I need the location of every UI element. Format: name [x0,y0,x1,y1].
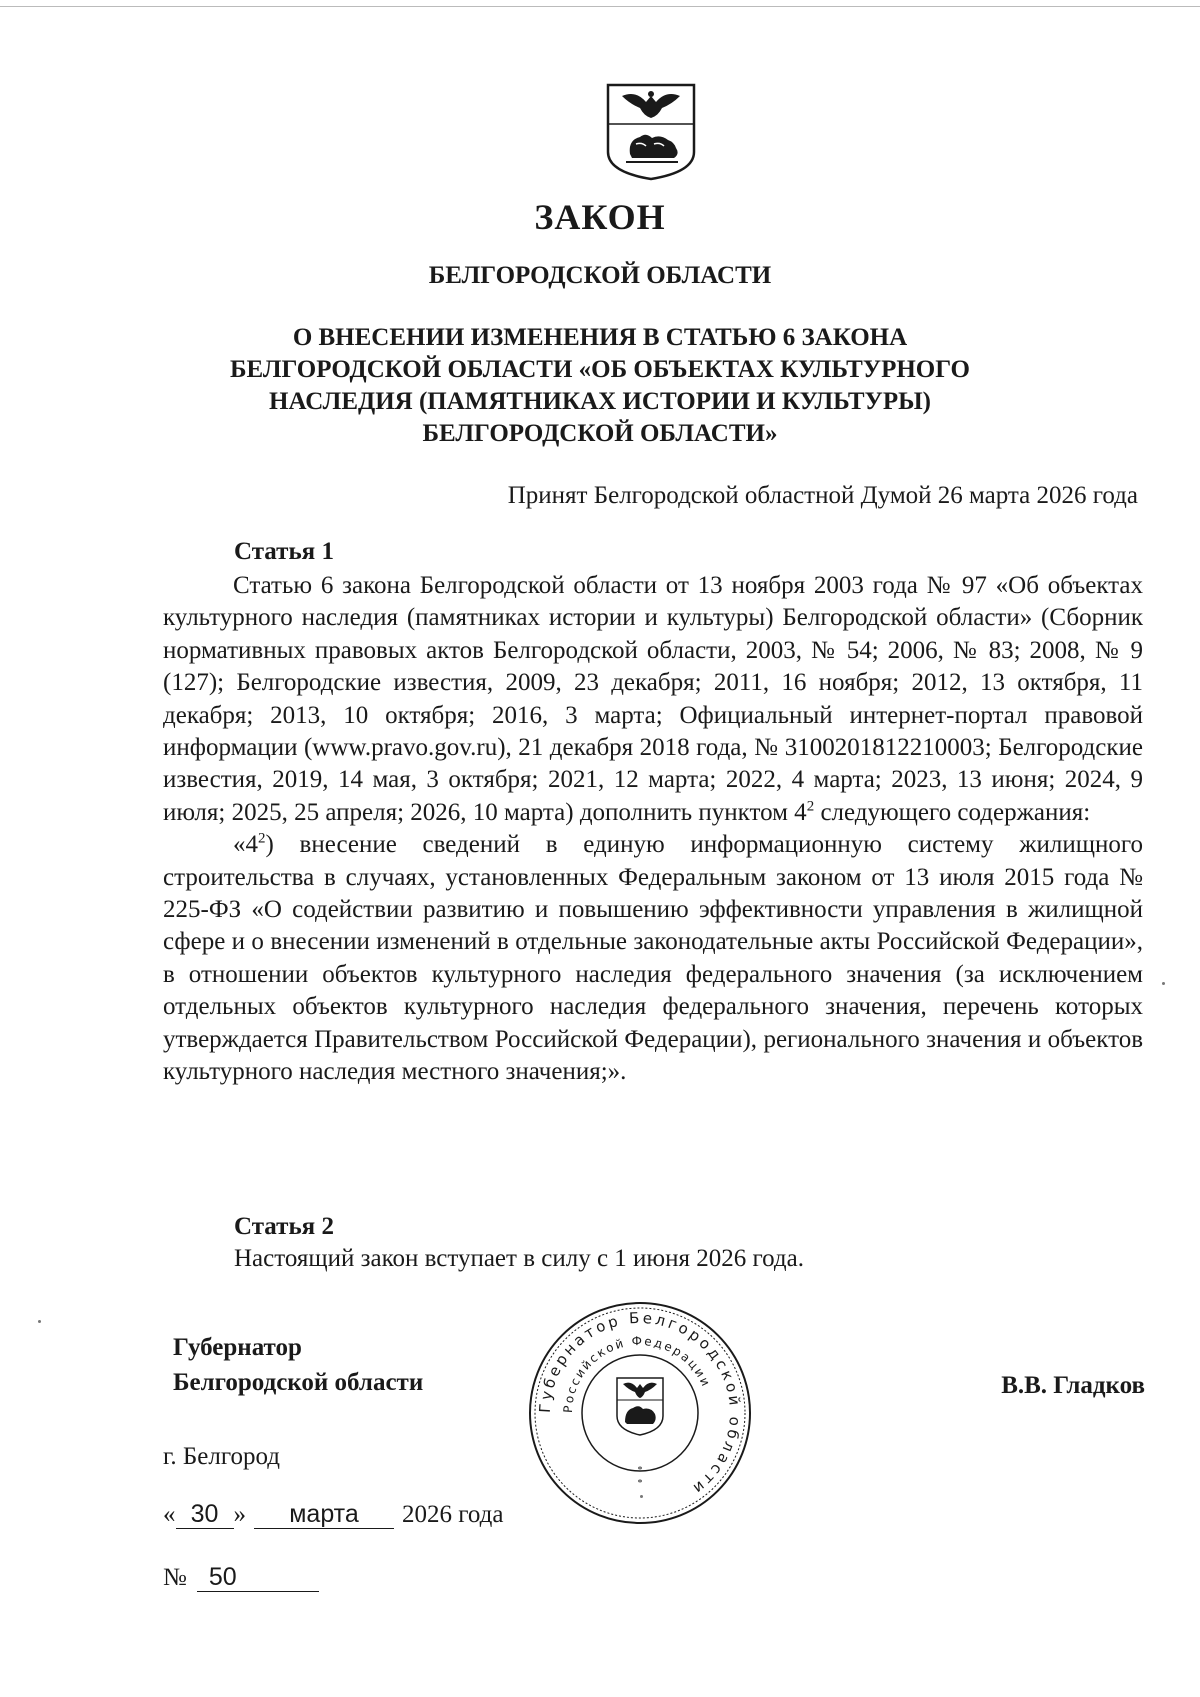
article-1-amendment [163,829,1143,1088]
article-1-body [163,570,1143,1089]
scan-top-line [0,6,1200,7]
subject-line: О ВНЕСЕНИИ ИЗМЕНЕНИЯ В СТАТЬЮ 6 ЗАКОНА [292,324,908,351]
document-region: БЕЛГОРОДСКОЙ ОБЛАСТИ [428,262,772,289]
svg-text:*: * [637,1478,643,1489]
city-label: г. Белгород [163,1443,280,1470]
law-number [163,1563,319,1592]
document-title: ЗАКОН [534,197,666,237]
subject-line: БЕЛГОРОДСКОЙ ОБЛАСТИ» [422,420,778,447]
superscript: 2 [806,798,815,815]
position-line: Белгородской области [173,1369,424,1396]
scan-speck [1162,982,1165,985]
signatory-position [173,1330,423,1400]
article-2-heading: Статья 2 [234,1213,334,1240]
date-open-quote: « [163,1501,176,1528]
article-1-text-end: следующего содержания: [814,798,1091,826]
date-year: 2026 года [402,1501,504,1528]
article-2-text: Настоящий закон вступает в силу с 1 июня 2026 года. [234,1245,804,1272]
svg-text:*: * [637,1465,643,1476]
article-1-paragraph [163,570,1143,829]
date-day: 30 [176,1500,234,1529]
signing-date [163,1500,503,1529]
adoption-note: Принят Белгородской областной Думой 26 марта 2026 года [507,482,1138,509]
number-label: № [163,1564,187,1591]
amendment-text: ) внесение сведений в единую информационную систему жилищного строительства в случаях, установленных Федеральным законом от 13 июля 2015 года № 225-ФЗ «О содействии развитию и повышению эффективности управления в жилищной сфере и о внесении изменений в отдельные законодательные акты Российской Федерации», в отношении объектов культурного наследия федерального значения (за исключением отдельных объектов культурного наследия федерального значения, перечень которых утверждается Правительством Российской Федерации), регионального значения и объектов культурного наследия местного значения;». [163,831,1143,1086]
article-1-text: Статью 6 закона Белгородской области от 13 ноября 2003 года № 97 «Об объектах культурного наследия (памятниках истории и культуры) Белгородской области» (Сборник нормативных правовых актов Белгородской области, 2003, № 54; 2006, № 83; 2008, № 9 (127); Белгородские известия, 2009, 23 декабря; 2011, 16 ноября; 2012, 13 октября, 11 декабря; 2013, 10 октября; 2016, 3 марта; Официальный интернет-портал правовой информации (www.pravo.gov.ru), 21 декабря 2018 года, № 3100201812210003; Белгородские известия, 2019, 14 мая, 3 октября; 2021, 12 марта; 2022, 4 марта; 2023, 13 июня; 2024, 9 июля; 2025, 25 апреля; 2026, 10 марта) дополнить пунктом 4 [163,572,1143,826]
article-1-heading: Статья 1 [234,538,334,565]
seal-inner-text: Российской Федерации [560,1333,714,1414]
seal-outer-text: Губернатор Белгородской области [535,1308,745,1500]
scan-speck [38,1320,41,1323]
subject-line: НАСЛЕДИЯ (ПАМЯТНИКАХ ИСТОРИИ И КУЛЬТУРЫ) [269,388,931,415]
date-month: марта [254,1500,394,1529]
amendment-prefix: «4 [233,831,258,859]
superscript: 2 [258,830,266,847]
document-subject [150,322,1050,450]
number-value: 50 [197,1563,319,1592]
official-seal [525,1298,755,1528]
position-line: Губернатор [173,1334,302,1361]
coat-of-arms-emblem [602,82,700,181]
signatory-name: В.В. Гладков [1001,1372,1145,1399]
subject-line: БЕЛГОРОДСКОЙ ОБЛАСТИ «ОБ ОБЪЕКТАХ КУЛЬТУРНОГО [229,356,970,383]
date-close-quote: » [233,1501,246,1528]
